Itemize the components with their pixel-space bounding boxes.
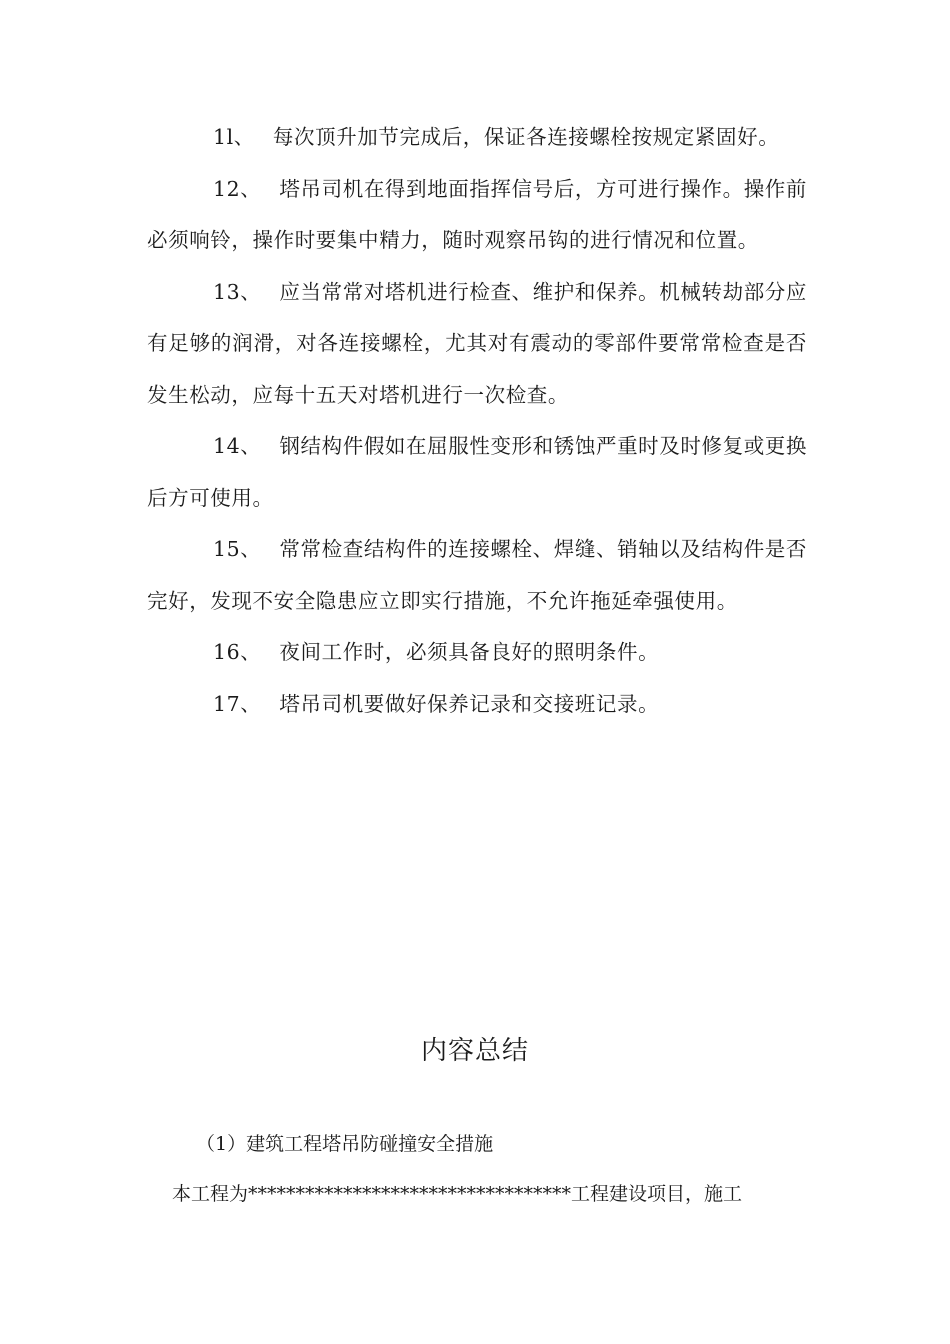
summary-paragraph: 本工程为**********************************工程建设项目，施工 [172, 1183, 743, 1205]
rule-item-16 [147, 627, 807, 679]
rule-text: 钢结构件假如在屈服性变形和锈蚀严重时及时修复或更换后方可使用。 [147, 434, 808, 510]
rule-number: 12、 [213, 176, 262, 201]
rule-item-13 [147, 267, 807, 422]
rule-item-17 [147, 679, 807, 731]
summary-title: 内容总结 [420, 1036, 529, 1066]
rule-number: 17、 [213, 691, 262, 716]
rule-item-12 [147, 164, 807, 267]
rule-text: 每次顶升加节完成后，保证各连接螺栓按规定紧固好。 [272, 125, 780, 149]
rule-item-11 [147, 112, 807, 164]
summary-heading: （1）建筑工程塔吊防碰撞安全措施 [196, 1133, 494, 1155]
rule-text: 塔吊司机要做好保养记录和交接班记录。 [279, 691, 660, 716]
rule-text: 常常检查结构件的连接螺栓、焊缝、销轴以及结构件是否完好，发现不安全隐患应立即实行措施，不允许拖延牵强使用。 [147, 537, 808, 613]
rule-number: 1l、 [213, 125, 255, 149]
rule-number: 15、 [213, 537, 262, 561]
rule-number: 13、 [213, 279, 262, 304]
rule-number: 16、 [213, 640, 262, 664]
rule-number: 14、 [213, 434, 262, 458]
rule-text: 夜间工作时，必须具备良好的照明条件。 [279, 640, 660, 664]
rule-item-15 [147, 524, 807, 627]
rule-text: 塔吊司机在得到地面指挥信号后，方可进行操作。操作前必须响铃，操作时要集中精力，随时观察吊钩的进行情况和位置。 [147, 176, 808, 252]
rule-item-14 [147, 421, 807, 524]
rule-text: 应当常常对塔机进行检查、维护和保养。机械转劫部分应有足够的润滑，对各连接螺栓，尤其对有震动的零部件要常常检查是否发生松动，应每十五天对塔机进行一次检查。 [147, 279, 808, 407]
safety-rules-list [147, 112, 807, 730]
